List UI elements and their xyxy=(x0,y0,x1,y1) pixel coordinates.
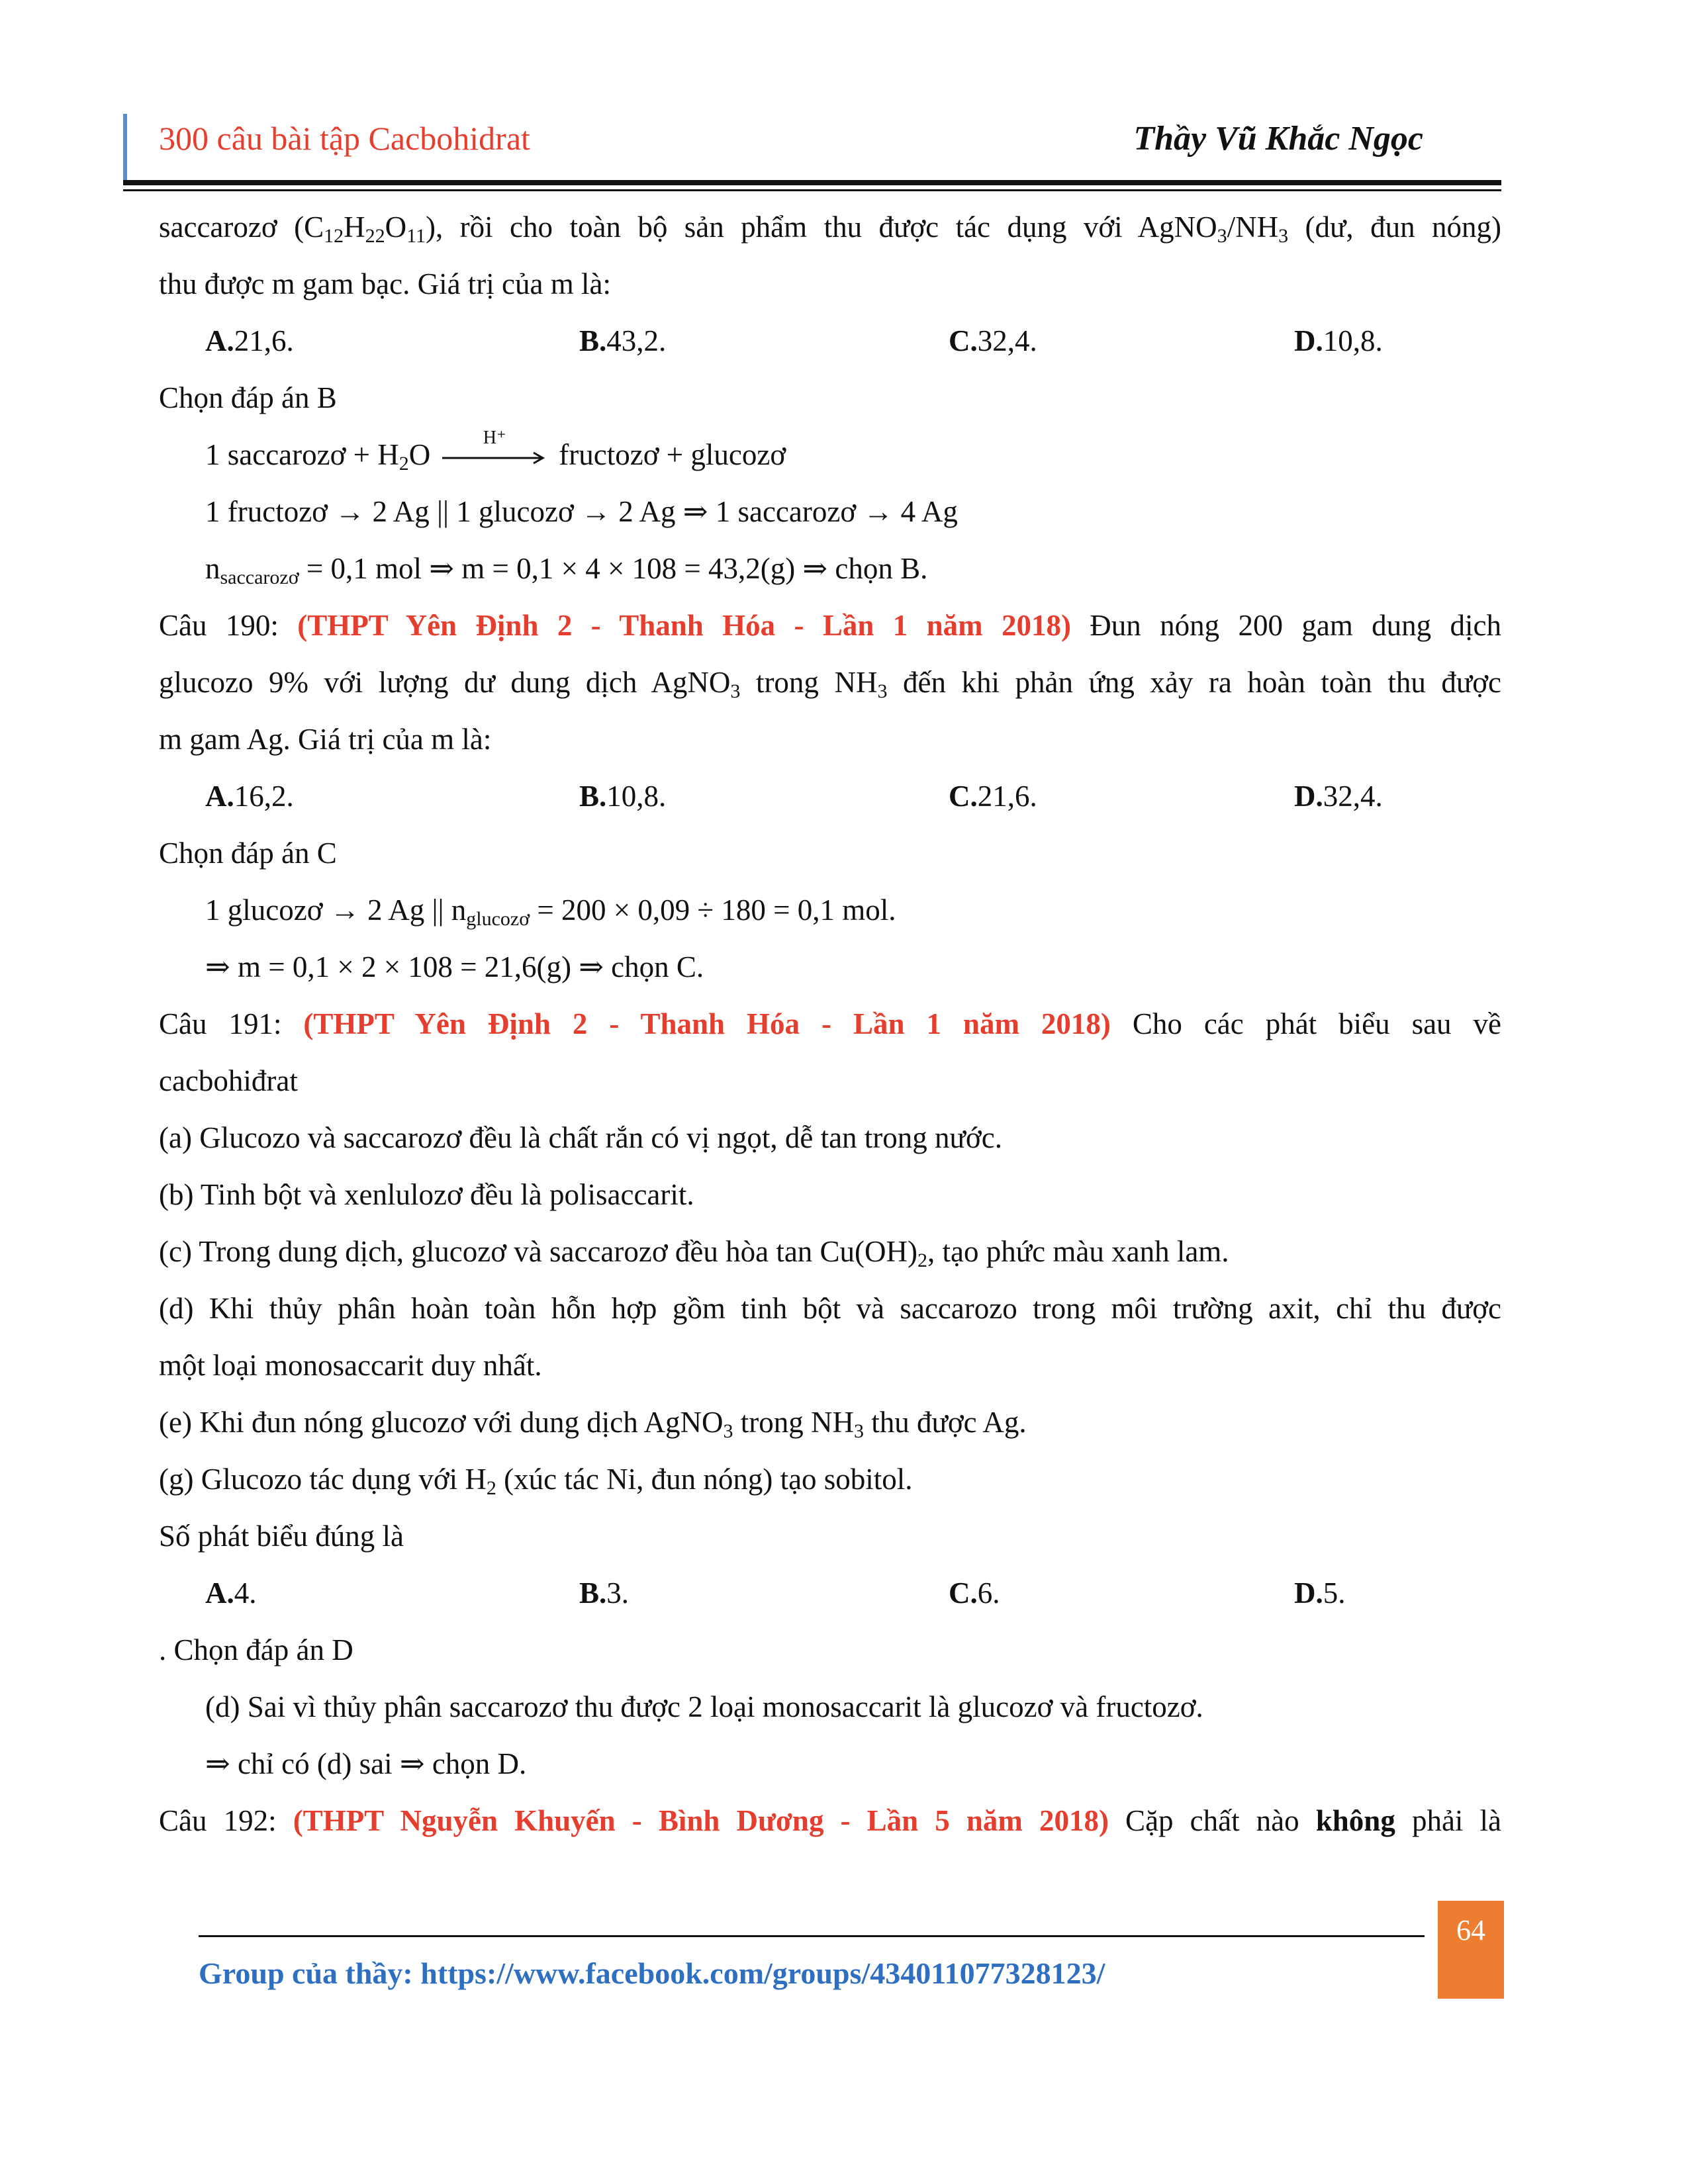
q192-line1: Câu 192: (THPT Nguyễn Khuyến - Bình Dương - Lần 5 năm 2018) Cặp chất nào không phải là xyxy=(159,1804,1501,1837)
header-rule-thick xyxy=(123,180,1501,185)
q191-statement-e: (e) Khi đun nóng glucozơ với dung dịch AgNO$_3$ trong $NH_3$ thu được Ag. xyxy=(159,1406,1027,1442)
q189-line1: saccarozơ $(C_{12}H_{22}O_{11})$, rồi cho toàn bộ sản phẩm thu được tác dụng với $AgNO_3/NH_3$ (dư, đun nóng) xyxy=(159,210,1501,247)
q190-solution-2: ⇒ m = 0,1 × 2 × 108 = 21,6(g) ⇒ chọn C. xyxy=(205,950,704,983)
q190-solution-1: 1 glucozơ → 2 Ag || $n_{glucozơ} = 200 \times 0,09 \div 180 = 0,1$ mol. xyxy=(205,893,896,930)
q191-statement-b: (b) Tinh bột và xenlulozơ đều là polisaccarit. xyxy=(159,1178,694,1211)
option-d: D.10,8. xyxy=(1294,324,1383,357)
q191-question: Số phát biểu đúng là xyxy=(159,1520,404,1553)
q189-options xyxy=(159,312,1501,369)
q190-line2: glucozo 9% với lượng dư dung dịch AgNO$_3$ trong $NH_3$ đến khi phản ứng xảy ra hoàn toàn thu được xyxy=(159,666,1501,702)
option-b: B.43,2. xyxy=(579,324,667,357)
q191-source: (THPT Yên Định 2 - Thanh Hóa - Lần 1 năm 2018) xyxy=(303,1007,1111,1040)
q191-statement-a: (a) Glucozo và saccarozơ đều là chất rắn có vị ngọt, dễ tan trong nước. xyxy=(159,1121,1002,1154)
q190-source: (THPT Yên Định 2 - Thanh Hóa - Lần 1 năm 2018) xyxy=(297,609,1071,642)
option-d: D.32,4. xyxy=(1294,780,1383,813)
q191-statement-g: (g) Glucozo tác dụng với $H_2$ (xúc tác Ni, đun nóng) tạo sobitol. xyxy=(159,1463,913,1499)
q192-source: (THPT Nguyễn Khuyến - Bình Dương - Lần 5 năm 2018) xyxy=(293,1804,1109,1837)
header-rule-thin xyxy=(123,189,1501,191)
option-a: A.4. xyxy=(205,1576,257,1610)
q191-answer: . Chọn đáp án D xyxy=(159,1633,353,1666)
option-b: B.3. xyxy=(579,1576,630,1610)
q189-line2: thu được m gam bạc. Giá trị của m là: xyxy=(159,267,611,300)
q191-statement-d: (d) Khi thủy phân hoàn toàn hỗn hợp gồm tinh bột và saccarozo trong môi trường axit, chỉ thu được xyxy=(159,1292,1501,1325)
option-d: D.5. xyxy=(1294,1576,1346,1610)
q191-statement-d-cont: một loại monosaccarit duy nhất. xyxy=(159,1349,542,1382)
q190-line1: Câu 190: (THPT Yên Định 2 - Thanh Hóa - Lần 1 năm 2018) Đun nóng 200 gam dung dịch xyxy=(159,609,1501,642)
q190-answer: Chọn đáp án C xyxy=(159,837,337,870)
author-name: Thầy Vũ Khắc Ngọc xyxy=(1133,120,1423,158)
option-c: C.32,4. xyxy=(949,324,1037,357)
option-a: A.21,6. xyxy=(205,324,294,357)
page-content xyxy=(159,199,1501,1849)
q191-solution-2: ⇒ chỉ có (d) sai ⇒ chọn D. xyxy=(205,1747,527,1780)
header-accent-bar xyxy=(123,114,127,180)
q189-reaction: 1 saccarozơ + $H_2O$ H⁺ fructozơ + glucozơ xyxy=(205,427,786,475)
option-c: C.6. xyxy=(949,1576,1000,1610)
q191-line2: cacbohiđrat xyxy=(159,1064,298,1097)
document-title: 300 câu bài tập Cacbohidrat xyxy=(159,120,530,157)
option-c: C.21,6. xyxy=(949,780,1037,813)
reaction-arrow-icon: H⁺ xyxy=(442,445,547,471)
q191-solution-1: (d) Sai vì thủy phân saccarozơ thu được 2 loại monosaccarit là glucozơ và fructozơ. xyxy=(205,1690,1203,1723)
q191-line1: Câu 191: (THPT Yên Định 2 - Thanh Hóa - Lần 1 năm 2018) Cho các phát biểu sau về xyxy=(159,1007,1501,1040)
q189-solution-2: 1 fructozơ → 2 Ag || 1 glucozơ → 2 Ag ⇒ 1 saccarozơ → 4 Ag xyxy=(205,495,958,528)
option-b: B.10,8. xyxy=(579,780,667,813)
footer-rule xyxy=(199,1935,1425,1937)
q191-options xyxy=(159,1565,1501,1621)
q189-answer: Chọn đáp án B xyxy=(159,381,337,414)
q190-line3: m gam Ag. Giá trị của m là: xyxy=(159,723,492,756)
q189-solution-3: $n_{saccarozơ} = 0,1$ mol ⇒ m = 0,1 × 4 × 108 = 43,2(g) ⇒ chọn B. xyxy=(205,552,928,588)
footer-group-link[interactable]: Group của thầy: https://www.facebook.com/groups/434011077328123/ xyxy=(199,1956,1105,1990)
q191-statement-c: (c) Trong dung dịch, glucozơ và saccarozơ đều hòa $\tan Cu(OH)_2$, tạo phức màu xanh lam. xyxy=(159,1235,1229,1271)
option-a: A.16,2. xyxy=(205,780,294,813)
page-number: 64 xyxy=(1438,1901,1504,1999)
q190-options xyxy=(159,768,1501,825)
